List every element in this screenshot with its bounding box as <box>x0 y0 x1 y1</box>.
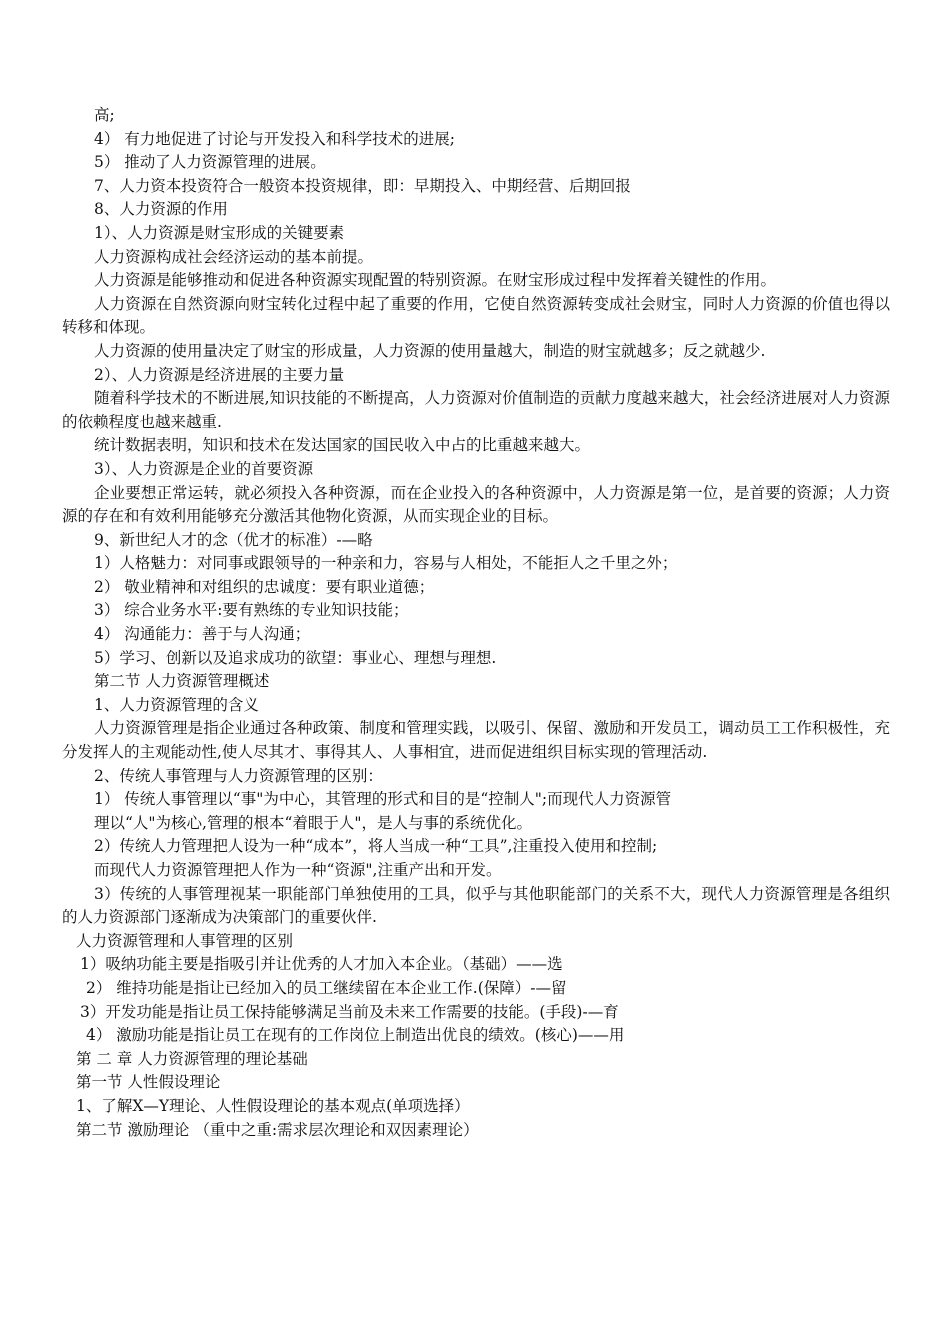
section-heading: 第二节 激励理论 （重中之重:需求层次理论和双因素理论） <box>76 1120 479 1139</box>
subsection-heading: 3）、人力资源是企业的首要资源 <box>94 459 314 478</box>
paragraph: 随着科学技术的不断进展,知识技能的不断提高，人力资源对价值制造的贡献力度越来越大，社会经济进展对人力资源的依赖程度也越来越重. <box>62 389 890 431</box>
document-page <box>0 104 950 1142</box>
list-item: 3）开发功能是指让员工保持能够满足当前及未来工作需要的技能。(手段)-—育 <box>80 1002 619 1021</box>
paragraph: 人力资源管理是指企业通过各种政策、制度和管理实践，以吸引、保留、激励和开发员工，调动员工工作积极性，充分发挥人的主观能动性,使人尽其才、事得其人、人事相宜，进而促进组织目标实现的管理活动. <box>62 719 890 762</box>
section-heading: 第二节 人力资源管理概述 <box>94 672 270 691</box>
list-item: 2）传统人力管理把人设为一种“成本”，将人当成一种“工具”,注重投入使用和控制; <box>94 837 658 856</box>
list-item: 1）吸纳功能主要是指吸引并让优秀的人才加入本企业。（基础）——选 <box>80 955 563 974</box>
list-item: 1）人格魅力：对同事或跟领导的一种亲和力，容易与人相处，不能拒人之千里之外； <box>94 554 678 573</box>
paragraph: 3）传统的人事管理视某一职能部门单独使用的工具，似乎与其他职能部门的关系不大，现代人力资源管理是各组织的人力资源部门逐渐成为决策部门的重要伙伴. <box>62 884 890 927</box>
subsection-heading: 1）、人力资源是财宝形成的关键要素 <box>94 223 345 242</box>
text-line: 人力资源的使用量决定了财宝的形成量，人力资源的使用量越大，制造的财宝就越多；反之就越少. <box>94 341 766 360</box>
text-line: 4） 有力地促进了讨论与开发投入和科学技术的进展; <box>94 129 456 148</box>
section-heading: 9、新世纪人才的念（优才的标准）-—略 <box>94 530 373 549</box>
subsection-heading: 2、传统人事管理与人力资源管理的区别： <box>94 766 383 785</box>
text-line: 统计数据表明，知识和技术在发达国家的国民收入中占的比重越来越大。 <box>94 436 591 455</box>
list-item: 4） 沟通能力：善于与人沟通； <box>94 625 311 644</box>
list-item: 5）学习、创新以及追求成功的欲望：事业心、理想与理想. <box>94 648 497 667</box>
subsection-heading: 2）、人力资源是经济进展的主要力量 <box>94 365 345 384</box>
text-line: 人力资源构成社会经济运动的基本前提。 <box>94 247 374 266</box>
chapter-heading: 第 二 章 人力资源管理的理论基础 <box>76 1049 308 1068</box>
paragraph: 人力资源在自然资源向财宝转化过程中起了重要的作用，它使自然资源转变成社会财宝，同时人力资源的价值也得以转移和体现。 <box>62 294 890 337</box>
section-heading: 人力资源管理和人事管理的区别 <box>76 931 294 950</box>
list-item: 3） 综合业务水平:要有熟练的专业知识技能； <box>94 601 409 620</box>
text-line: 5） 推动了人力资源管理的进展。 <box>94 153 326 172</box>
paragraph: 企业要想正常运转，就必须投入各种资源，而在企业投入的各种资源中，人力资源是第一位，是首要的资源；人力资源的存在和有效利用能够充分激活其他物化资源，从而实现企业的目标。 <box>62 483 890 526</box>
list-item: 2） 维持功能是指让已经加入的员工继续留在本企业工作.(保障）-—留 <box>86 978 567 997</box>
text-line: 高; <box>94 106 115 124</box>
text-line: 人力资源是能够推动和促进各种资源实现配置的特别资源。在财宝形成过程中发挥着关键性的作用。 <box>94 271 777 290</box>
text-line: 理以“人"为核心,管理的根本“着眼于人"，是人与事的系统优化。 <box>94 813 533 832</box>
section-heading: 第一节 人性假设理论 <box>76 1073 221 1092</box>
list-item: 4） 激励功能是指让员工在现有的工作岗位上制造出优良的绩效。(核心)——用 <box>86 1026 625 1045</box>
text-line: 1、了解X—Y理论、人性假设理论的基本观点(单项选择） <box>76 1096 470 1115</box>
text-line: 而现代人力资源管理把人作为一种“资源",注重产出和开发。 <box>94 861 502 879</box>
section-heading: 8、人力资源的作用 <box>94 200 228 219</box>
list-item: 1） 传统人事管理以“事"为中心，其管理的形式和目的是“控制人";而现代人力资源管 <box>94 790 672 809</box>
list-item: 2） 敬业精神和对组织的忠诚度：要有职业道德； <box>94 577 435 596</box>
subsection-heading: 1、人力资源管理的含义 <box>94 695 259 714</box>
text-line: 7、人力资本投资符合一般资本投资规律，即：早期投入、中期经营、后期回报 <box>94 176 631 195</box>
